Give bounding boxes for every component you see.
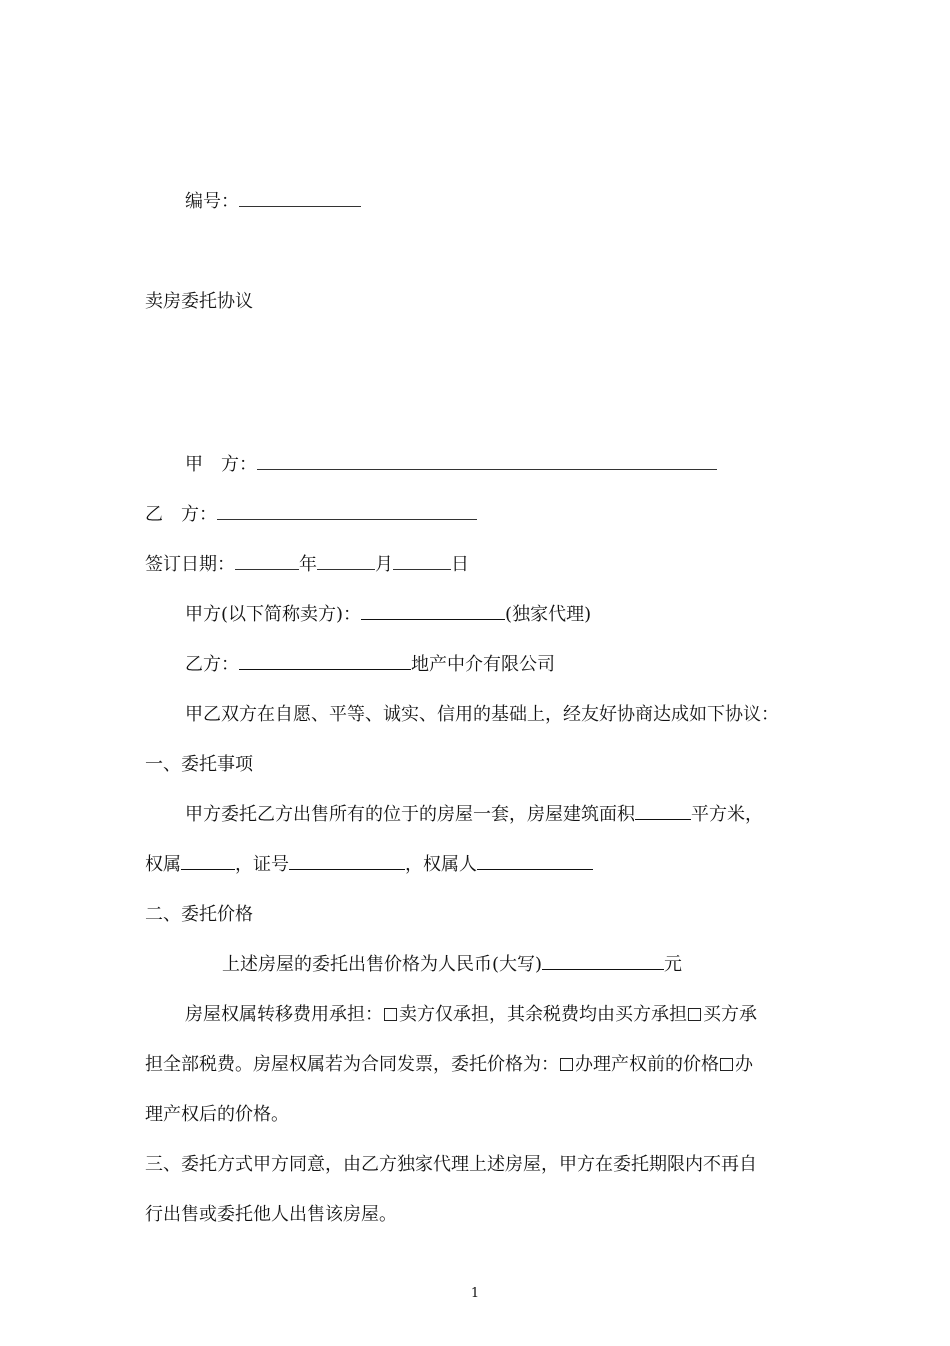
certificate-label: ，证号 bbox=[235, 854, 289, 875]
owner-blank bbox=[477, 853, 593, 870]
party-b-full-blank bbox=[239, 653, 411, 670]
party-b-line bbox=[145, 503, 477, 527]
party-a-label: 甲 方： bbox=[185, 454, 257, 475]
party-a-full-line bbox=[185, 603, 591, 627]
section3-line1: 三、委托方式甲方同意，由乙方独家代理上述房屋，甲方在委托期限内不再自 bbox=[145, 1154, 757, 1175]
serial-number-label: 编号： bbox=[185, 191, 239, 212]
section3-line2: 行出售或委托他人出售该房屋。 bbox=[145, 1204, 397, 1225]
buyer-pays-checkbox[interactable] bbox=[688, 1008, 701, 1021]
sign-date-line bbox=[145, 553, 469, 577]
price-before-title-checkbox[interactable] bbox=[560, 1058, 573, 1071]
sign-year-unit: 年 bbox=[299, 554, 317, 575]
party-a-line bbox=[185, 453, 717, 477]
serial-number-blank bbox=[239, 190, 361, 207]
ownership-blank bbox=[181, 853, 235, 870]
fee-line3: 理产权后的价格。 bbox=[145, 1104, 289, 1125]
sign-year-blank bbox=[235, 553, 299, 570]
price-blank bbox=[542, 953, 664, 970]
serial-number-line bbox=[185, 190, 361, 214]
fee-line2-option2: 办 bbox=[735, 1054, 753, 1075]
party-a-blank bbox=[257, 453, 717, 470]
section1-line2 bbox=[145, 853, 593, 877]
intro-paragraph: 甲乙双方在自愿、平等、诚实、信用的基础上，经友好协商达成如下协议： bbox=[185, 704, 779, 725]
price-prefix: 上述房屋的委托出售价格为人民币(大写) bbox=[222, 954, 543, 975]
fee-line1-option2: 买方承 bbox=[703, 1004, 757, 1025]
fee-line2 bbox=[145, 1053, 753, 1077]
sign-month-blank bbox=[317, 553, 375, 570]
area-blank bbox=[635, 803, 691, 820]
fee-line1-label: 房屋权属转移费用承担： bbox=[185, 1004, 383, 1025]
owner-label: ，权属人 bbox=[405, 854, 477, 875]
party-a-full-blank bbox=[361, 603, 505, 620]
fee-line1-option1: 卖方仅承担，其余税费均由买方承担 bbox=[399, 1004, 687, 1025]
page-number: 1 bbox=[470, 1286, 480, 1301]
sign-month-unit: 月 bbox=[375, 554, 393, 575]
ownership-label: 权属 bbox=[145, 854, 181, 875]
sign-date-label: 签订日期： bbox=[145, 554, 235, 575]
party-a-full-suffix: (独家代理) bbox=[505, 604, 592, 625]
party-b-full-prefix: 乙方： bbox=[185, 654, 239, 675]
section1-line1-suffix: 平方米， bbox=[691, 804, 763, 825]
sign-day-unit: 日 bbox=[451, 554, 469, 575]
price-suffix: 元 bbox=[664, 954, 683, 975]
section1-heading: 一、委托事项 bbox=[145, 754, 253, 775]
party-b-blank bbox=[217, 503, 477, 520]
party-b-full-line bbox=[185, 653, 555, 677]
section1-line1 bbox=[185, 803, 763, 827]
party-b-full-suffix: 地产中介有限公司 bbox=[411, 654, 555, 675]
price-after-title-checkbox[interactable] bbox=[720, 1058, 733, 1071]
party-b-label: 乙 方： bbox=[145, 504, 217, 525]
section1-line1-prefix: 甲方委托乙方出售所有的位于的房屋一套，房屋建筑面积 bbox=[185, 804, 635, 825]
seller-pays-checkbox[interactable] bbox=[384, 1008, 397, 1021]
document-title: 卖房委托协议 bbox=[145, 291, 253, 312]
certificate-blank bbox=[289, 853, 405, 870]
party-a-full-prefix: 甲方(以下简称卖方)： bbox=[185, 604, 362, 625]
sign-day-blank bbox=[393, 553, 451, 570]
fee-line2-option1: 办理产权前的价格 bbox=[575, 1054, 719, 1075]
section2-heading: 二、委托价格 bbox=[145, 904, 253, 925]
fee-line2-text: 担全部税费。房屋权属若为合同发票，委托价格为： bbox=[145, 1054, 559, 1075]
fee-line1 bbox=[185, 1003, 757, 1027]
price-line bbox=[222, 953, 682, 977]
